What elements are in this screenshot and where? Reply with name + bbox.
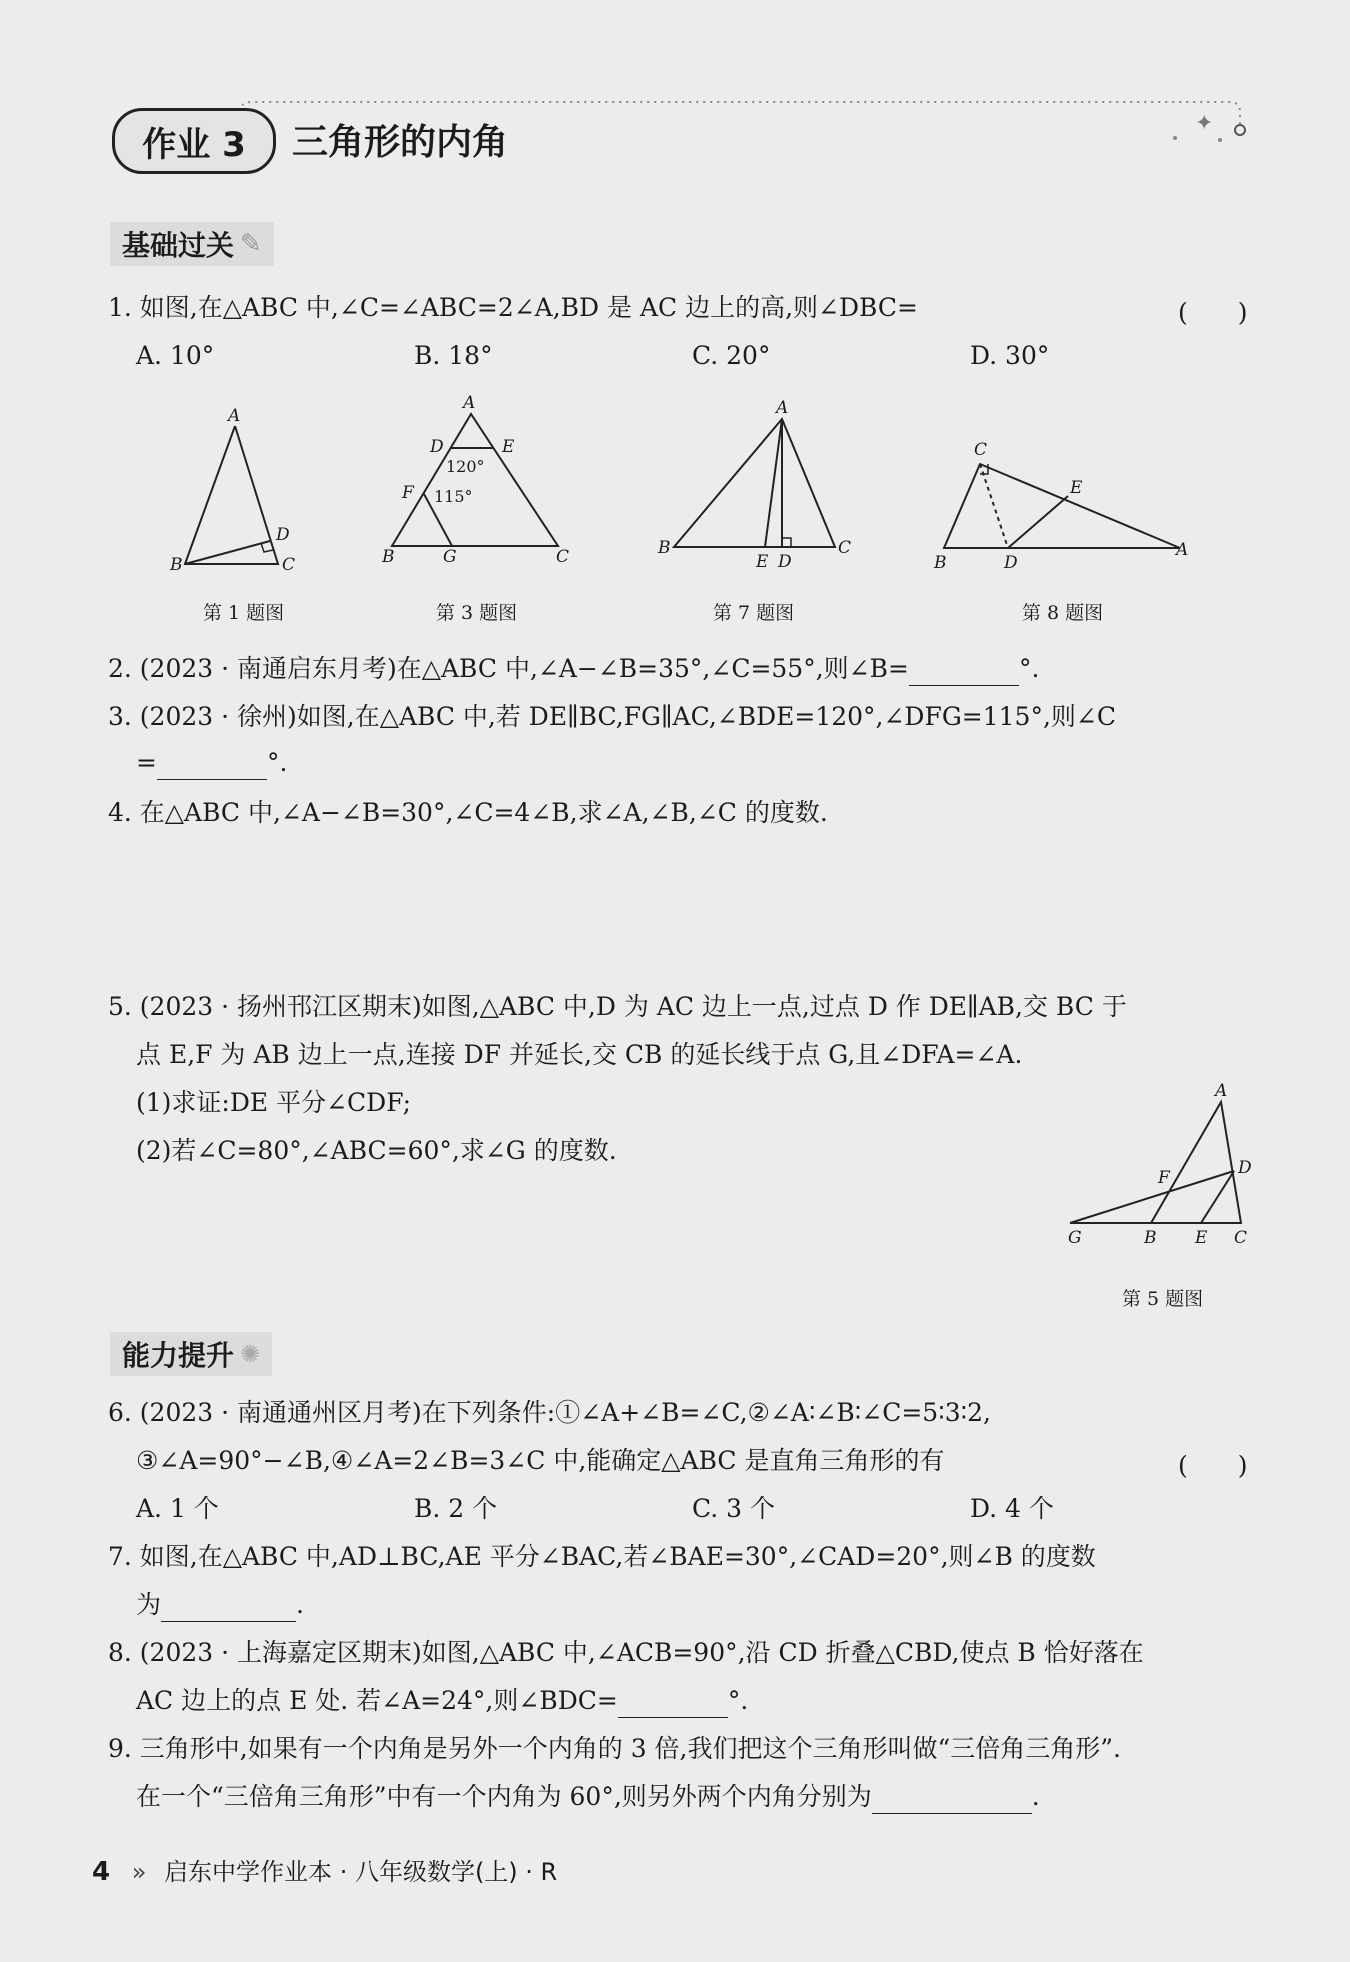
q3-equals: = bbox=[136, 748, 157, 777]
page-title: 三角形的内角 bbox=[292, 122, 509, 163]
fig7-label-c: C bbox=[838, 538, 852, 558]
fig3-label-g: G bbox=[443, 547, 457, 567]
q1-stem: 1. 如图,在△ABC 中,∠C=∠ABC=2∠A,BD 是 AC 边上的高,则∠DBC= bbox=[108, 293, 918, 322]
fig8-label-b: B bbox=[934, 553, 947, 573]
q2-end: °. bbox=[1018, 654, 1040, 683]
assignment-badge: 作业 3 bbox=[112, 108, 276, 174]
q5-line2: 点 E,F 为 AB 边上一点,连接 DF 并延长,交 CB 的延长线于点 G,且∠DFA=∠A. bbox=[136, 1040, 1023, 1069]
book-title: 启东中学作业本 · 八年级数学(上) · R bbox=[164, 1858, 558, 1886]
fig5-label-a: A bbox=[1215, 1081, 1228, 1101]
q6-option-b: B. 2 个 bbox=[414, 1494, 498, 1523]
q6-option-d: D. 4 个 bbox=[970, 1494, 1054, 1523]
fig3-label-b: B bbox=[382, 547, 395, 567]
page-footer bbox=[92, 1852, 557, 1887]
q6-line2: ③∠A=90°−∠B,④∠A=2∠B=3∠C 中,能确定△ABC 是直角三角形的有 bbox=[136, 1446, 945, 1475]
q7-answer-blank[interactable] bbox=[161, 1593, 296, 1622]
q8-answer-blank[interactable] bbox=[618, 1689, 728, 1718]
fig1-caption: 第 1 题图 bbox=[203, 602, 285, 624]
fig8-caption: 第 8 题图 bbox=[1022, 602, 1104, 624]
q9-end: . bbox=[1031, 1782, 1040, 1811]
q9-line2 bbox=[136, 1780, 1040, 1814]
q2-answer-blank[interactable] bbox=[909, 657, 1019, 686]
fig1-label-c: C bbox=[282, 555, 296, 575]
q9-answer-blank[interactable] bbox=[872, 1785, 1032, 1814]
fig5-label-d: D bbox=[1238, 1158, 1252, 1178]
section-advanced-label: 能力提升 bbox=[122, 1339, 235, 1372]
q6-option-c: C. 3 个 bbox=[692, 1494, 775, 1523]
double-chevron-icon: » bbox=[131, 1858, 147, 1886]
section-advanced-heading bbox=[110, 1332, 272, 1376]
fig3-label-a: A bbox=[463, 393, 476, 413]
section-basic-label: 基础过关 bbox=[122, 229, 235, 262]
q5-part2: (2)若∠C=80°,∠ABC=60°,求∠G 的度数. bbox=[136, 1136, 617, 1165]
q2-text: 2. (2023 · 南通启东月考)在△ABC 中,∠A−∠B=35°,∠C=55°,则∠B= bbox=[108, 654, 909, 683]
fig3-label-d: D bbox=[430, 437, 444, 457]
q8-text: AC 边上的点 E 处. 若∠A=24°,则∠BDC= bbox=[136, 1686, 618, 1715]
figure-7 bbox=[650, 395, 860, 575]
figure-8 bbox=[930, 430, 1200, 580]
fig1-label-b: B bbox=[170, 555, 183, 575]
fig5-label-g: G bbox=[1068, 1228, 1082, 1248]
q3-answer-blank[interactable] bbox=[157, 751, 267, 780]
q8-line2 bbox=[136, 1684, 748, 1718]
fig3-angle-115: 115° bbox=[434, 487, 473, 506]
q1-answer-paren: ( ) bbox=[1178, 298, 1248, 327]
figure-5 bbox=[1060, 1080, 1260, 1250]
q8-line1: 8. (2023 · 上海嘉定区期末)如图,△ABC 中,∠ACB=90°,沿 CD 折叠△CBD,使点 B 恰好落在 bbox=[108, 1638, 1144, 1667]
q6-line1: 6. (2023 · 南通通州区月考)在下列条件:①∠A+∠B=∠C,②∠A∶∠B∶∠C=5∶3∶2, bbox=[108, 1398, 991, 1427]
fig5-label-e: E bbox=[1195, 1228, 1208, 1248]
fig7-label-e: E bbox=[756, 552, 769, 572]
fig7-label-b: B bbox=[658, 538, 671, 558]
q1-option-a: A. 10° bbox=[136, 341, 215, 370]
q7-prefix: 为 bbox=[136, 1590, 162, 1619]
q6-option-a: A. 1 个 bbox=[136, 1494, 219, 1523]
q7-line1: 7. 如图,在△ABC 中,AD⊥BC,AE 平分∠BAC,若∠BAE=30°,∠CAD=20°,则∠B 的度数 bbox=[108, 1542, 1096, 1571]
q3-line1: 3. (2023 · 徐州)如图,在△ABC 中,若 DE∥BC,FG∥AC,∠BDE=120°,∠DFG=115°,则∠C bbox=[108, 702, 1116, 731]
figure-3 bbox=[378, 390, 578, 580]
fig8-label-d: D bbox=[1004, 553, 1018, 573]
q9-text: 在一个“三倍角三角形”中有一个内角为 60°,则另外两个内角分别为 bbox=[136, 1782, 872, 1811]
fig3-label-e: E bbox=[502, 437, 515, 457]
fig1-label-a: A bbox=[228, 406, 241, 426]
fig8-label-a: A bbox=[1176, 540, 1189, 560]
svg-text:✦: ✦ bbox=[1195, 111, 1214, 136]
figure-1 bbox=[160, 400, 310, 580]
fig1-label-d: D bbox=[276, 525, 290, 545]
fig5-label-f: F bbox=[1158, 1168, 1170, 1188]
q5-part1: (1)求证:DE 平分∠CDF; bbox=[136, 1088, 412, 1117]
fig5-caption: 第 5 题图 bbox=[1122, 1288, 1204, 1310]
fig7-caption: 第 7 题图 bbox=[713, 602, 795, 624]
q5-line1: 5. (2023 · 扬州邗江区期末)如图,△ABC 中,D 为 AC 边上一点,过点 D 作 DE∥AB,交 BC 于 bbox=[108, 992, 1127, 1021]
fig3-label-f: F bbox=[402, 483, 414, 503]
q4-text: 4. 在△ABC 中,∠A−∠B=30°,∠C=4∠B,求∠A,∠B,∠C 的度数. bbox=[108, 798, 828, 827]
q6-answer-paren: ( ) bbox=[1178, 1451, 1248, 1480]
q3-end: °. bbox=[266, 748, 288, 777]
fig8-label-c: C bbox=[974, 440, 988, 460]
fig5-label-c: C bbox=[1234, 1228, 1248, 1248]
fig3-angle-120: 120° bbox=[446, 457, 485, 476]
q3-line2 bbox=[136, 746, 287, 780]
q7-line2 bbox=[136, 1588, 304, 1622]
q7-end: . bbox=[296, 1590, 304, 1619]
pencil-icon: ✎ bbox=[240, 229, 262, 259]
fig7-label-a: A bbox=[776, 398, 789, 418]
q1-option-d: D. 30° bbox=[970, 341, 1050, 370]
q9-line1: 9. 三角形中,如果有一个内角是另外一个内角的 3 倍,我们把这个三角形叫做“三倍角三角形”. bbox=[108, 1734, 1122, 1763]
fig8-label-e: E bbox=[1070, 478, 1083, 498]
q1-option-c: C. 20° bbox=[692, 341, 771, 370]
section-basic-heading bbox=[110, 222, 274, 266]
q1-option-b: B. 18° bbox=[414, 341, 493, 370]
fig3-caption: 第 3 题图 bbox=[436, 602, 518, 624]
fig5-label-b: B bbox=[1144, 1228, 1157, 1248]
q2-line bbox=[108, 652, 1039, 686]
sparkle-icon: ✺ bbox=[240, 1340, 261, 1368]
page-number: 4 bbox=[92, 1857, 111, 1887]
fig7-label-d: D bbox=[778, 552, 792, 572]
fig3-label-c: C bbox=[556, 547, 570, 567]
q8-end: °. bbox=[727, 1686, 749, 1715]
